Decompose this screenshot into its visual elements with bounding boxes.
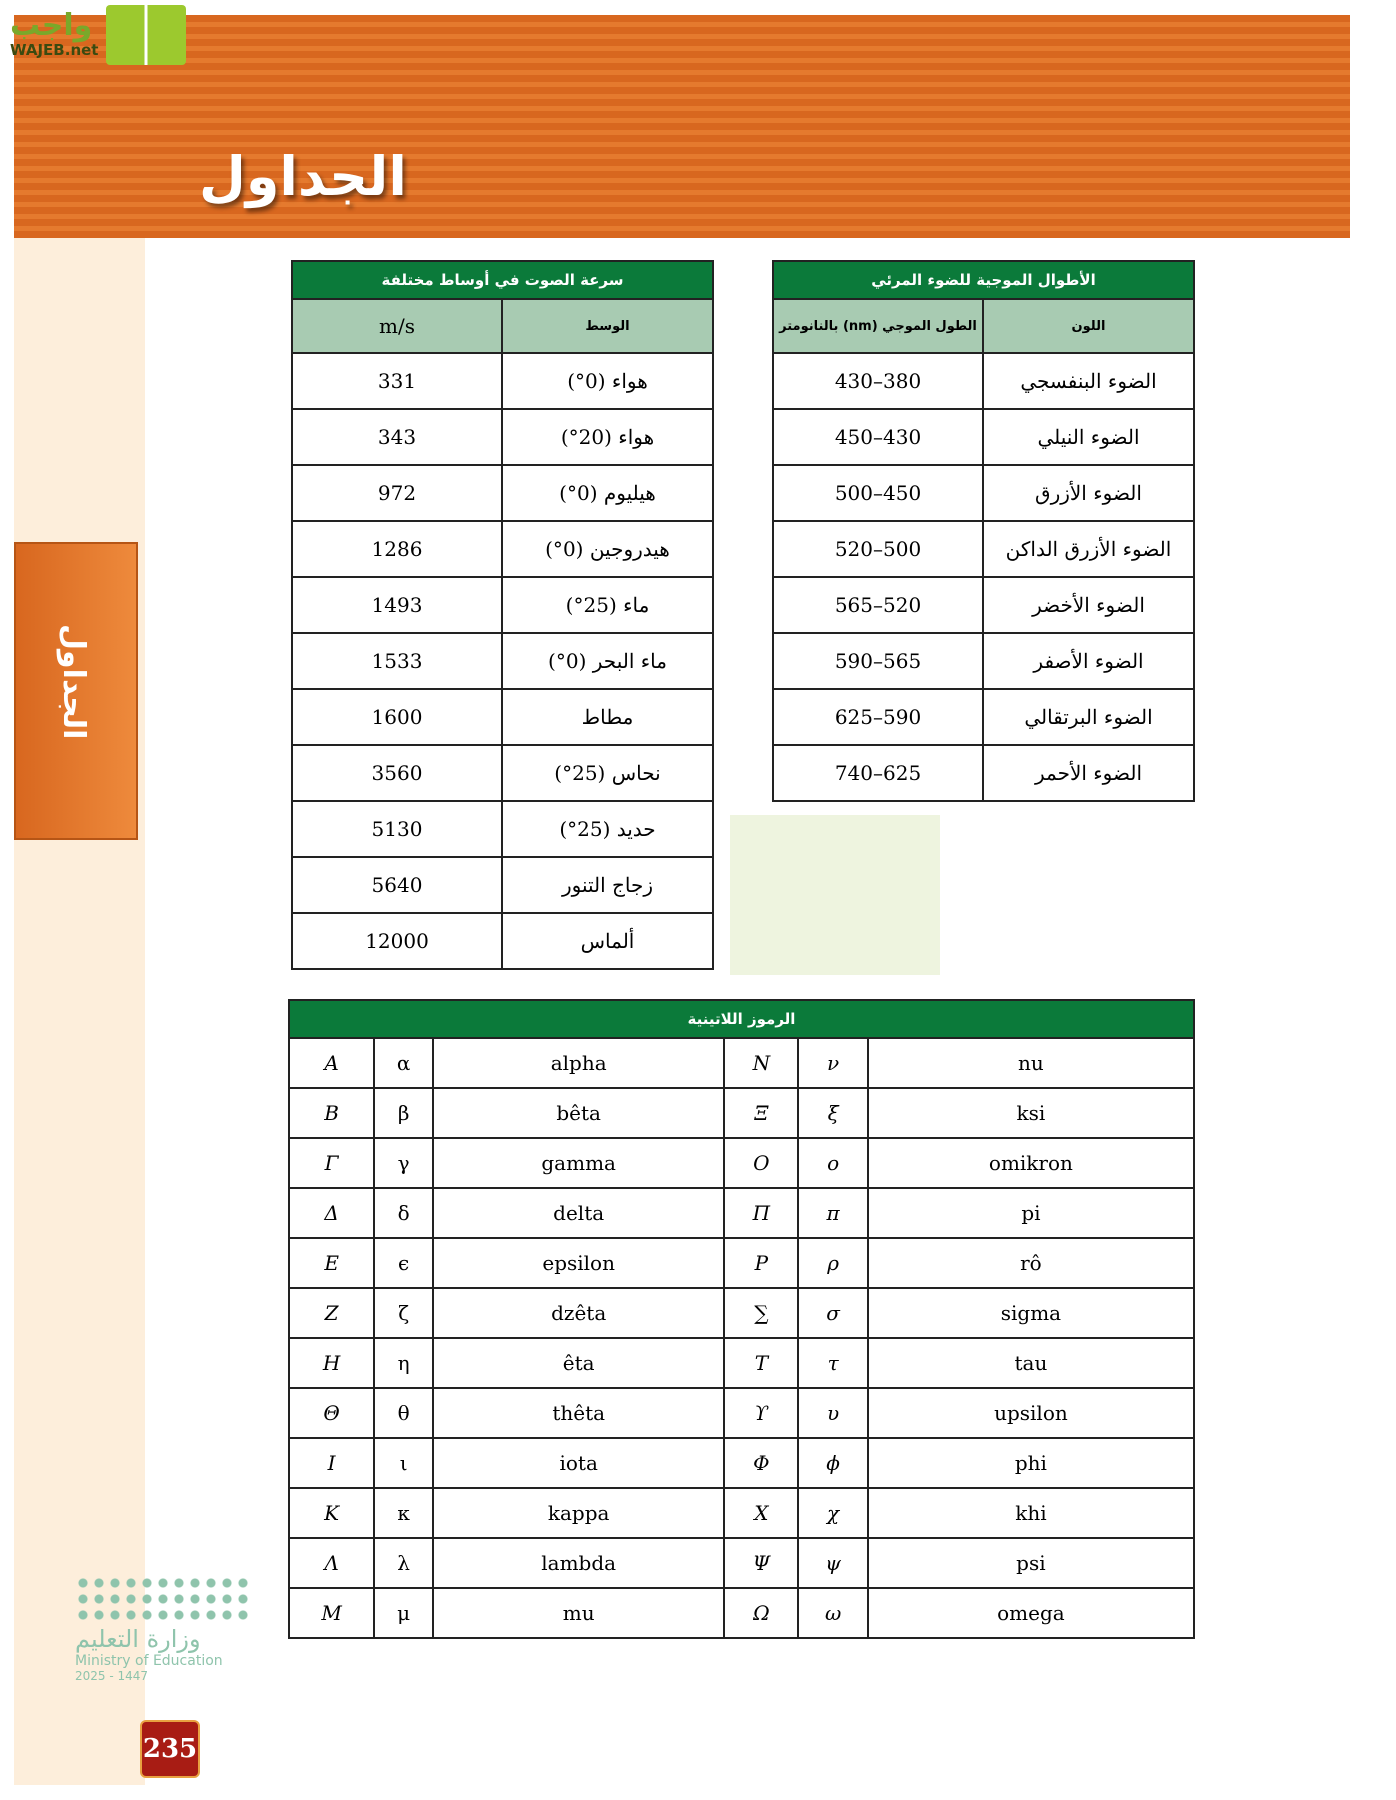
col-header: الوسط	[502, 299, 713, 353]
table-cell: θ	[374, 1388, 433, 1438]
table-cell: A	[289, 1038, 374, 1088]
table-cell: مطاط	[502, 689, 713, 745]
table-row	[773, 633, 1194, 689]
logo-en: WAJEB.net	[10, 41, 99, 59]
table-cell: 972	[292, 465, 502, 521]
table-cell: tau	[868, 1338, 1194, 1388]
ministry-logo	[75, 1575, 250, 1683]
table-cell: ρ	[798, 1238, 867, 1288]
table-cell: 3560	[292, 745, 502, 801]
table-cell: الضوء الأخضر	[983, 577, 1194, 633]
table-cell: Π	[724, 1188, 798, 1238]
table-cell: êta	[433, 1338, 724, 1388]
table-cell: κ	[374, 1488, 433, 1538]
table-row	[289, 1288, 1194, 1338]
table-row	[289, 1238, 1194, 1288]
table-cell: ϒ	[724, 1388, 798, 1438]
table-cell: λ	[374, 1538, 433, 1588]
table-cell: khi	[868, 1488, 1194, 1538]
table-row	[289, 1338, 1194, 1388]
table-cell: omega	[868, 1588, 1194, 1638]
table-row	[292, 633, 713, 689]
table-cell: 520–565	[773, 577, 983, 633]
light-wavelength-table	[772, 260, 1195, 802]
table-row	[773, 521, 1194, 577]
table-row	[292, 913, 713, 969]
table-cell: 625–740	[773, 745, 983, 801]
table-cell: ω	[798, 1588, 867, 1638]
table-title: الأطوال الموجية للضوء المرئي	[773, 261, 1194, 299]
table-cell: حديد (25°)	[502, 801, 713, 857]
table-row	[292, 577, 713, 633]
greek-symbols-table	[288, 999, 1195, 1639]
table-cell: omikron	[868, 1138, 1194, 1188]
table-cell: π	[798, 1188, 867, 1238]
table-cell: upsilon	[868, 1388, 1194, 1438]
year: 2025 - 1447	[75, 1669, 149, 1683]
table-cell: X	[724, 1488, 798, 1538]
table-row	[289, 1388, 1194, 1438]
table-cell: γ	[374, 1138, 433, 1188]
table-cell: M	[289, 1588, 374, 1638]
table-cell: ψ	[798, 1538, 867, 1588]
page-title: الجداول	[199, 145, 407, 208]
table-cell: nu	[868, 1038, 1194, 1088]
table-row	[289, 1038, 1194, 1088]
table-cell: 590–625	[773, 689, 983, 745]
table-row	[773, 465, 1194, 521]
table-cell: ϵ	[374, 1238, 433, 1288]
table-row	[289, 1138, 1194, 1188]
table-cell: α	[374, 1038, 433, 1088]
table-cell: الضوء الأزرق الداكن	[983, 521, 1194, 577]
table-cell: ζ	[374, 1288, 433, 1338]
ministry-ar: وزارة التعليم	[75, 1625, 201, 1653]
watermark-book-icon	[730, 815, 940, 975]
table-cell: ∑	[724, 1288, 798, 1338]
table-cell: Ξ	[724, 1088, 798, 1138]
table-cell: 565–590	[773, 633, 983, 689]
table-cell: N	[724, 1038, 798, 1088]
table-cell: pi	[868, 1188, 1194, 1238]
table-cell: الضوء الأصفر	[983, 633, 1194, 689]
table-cell: Z	[289, 1288, 374, 1338]
table-cell: الضوء النيلي	[983, 409, 1194, 465]
table-cell: K	[289, 1488, 374, 1538]
table-cell: delta	[433, 1188, 724, 1238]
table-cell: Λ	[289, 1538, 374, 1588]
table-cell: β	[374, 1088, 433, 1138]
table-cell: هواء (0°)	[502, 353, 713, 409]
side-strip	[14, 238, 145, 1785]
side-tab	[14, 542, 138, 840]
table-cell: B	[289, 1088, 374, 1138]
table-cell: thêta	[433, 1388, 724, 1438]
table-cell: iota	[433, 1438, 724, 1488]
table-cell: bêta	[433, 1088, 724, 1138]
table-cell: 5130	[292, 801, 502, 857]
table-cell: υ	[798, 1388, 867, 1438]
table-row	[292, 409, 713, 465]
table-cell: P	[724, 1238, 798, 1288]
table-cell: 1533	[292, 633, 502, 689]
table-cell: Γ	[289, 1138, 374, 1188]
table-title: الرموز اللاتينية	[289, 1000, 1194, 1038]
table-cell: 1286	[292, 521, 502, 577]
table-cell: ι	[374, 1438, 433, 1488]
table-row	[289, 1438, 1194, 1488]
table-cell: 450–500	[773, 465, 983, 521]
ministry-en: Ministry of Education	[75, 1653, 223, 1669]
table-cell: lambda	[433, 1538, 724, 1588]
table-cell: mu	[433, 1588, 724, 1638]
table-row	[292, 465, 713, 521]
ministry-dots-icon	[75, 1575, 250, 1625]
table-cell: ν	[798, 1038, 867, 1088]
table-cell: Ω	[724, 1588, 798, 1638]
table-cell: 5640	[292, 857, 502, 913]
table-cell: الضوء البنفسجي	[983, 353, 1194, 409]
table-row	[773, 409, 1194, 465]
table-cell: H	[289, 1338, 374, 1388]
col-header: اللون	[983, 299, 1194, 353]
table-cell: زجاج التنور	[502, 857, 713, 913]
table-cell: ألماس	[502, 913, 713, 969]
logo-ar: واجب	[10, 8, 93, 43]
table-cell: ksi	[868, 1088, 1194, 1138]
table-cell: 430–450	[773, 409, 983, 465]
side-tab-label: الجداول	[56, 624, 91, 740]
table-cell: E	[289, 1238, 374, 1288]
table-row	[289, 1088, 1194, 1138]
table-cell: الضوء الأزرق	[983, 465, 1194, 521]
table-cell: ماء البحر (0°)	[502, 633, 713, 689]
table-cell: 12000	[292, 913, 502, 969]
table-cell: Ψ	[724, 1538, 798, 1588]
table-cell: نحاس (25°)	[502, 745, 713, 801]
table-cell: sigma	[868, 1288, 1194, 1338]
table-cell: I	[289, 1438, 374, 1488]
table-cell: Θ	[289, 1388, 374, 1438]
table-cell: psi	[868, 1538, 1194, 1588]
table-row	[773, 689, 1194, 745]
table-cell: ξ	[798, 1088, 867, 1138]
table-cell: 380–430	[773, 353, 983, 409]
table-cell: phi	[868, 1438, 1194, 1488]
table-cell: الضوء البرتقالي	[983, 689, 1194, 745]
table-row	[289, 1588, 1194, 1638]
table-cell: T	[724, 1338, 798, 1388]
table-cell: O	[724, 1138, 798, 1188]
table-row	[289, 1188, 1194, 1238]
table-cell: هيدروجين (0°)	[502, 521, 713, 577]
table-cell: τ	[798, 1338, 867, 1388]
table-cell: ϕ	[798, 1438, 867, 1488]
table-cell: الضوء الأحمر	[983, 745, 1194, 801]
table-cell: 500–520	[773, 521, 983, 577]
table-cell: 331	[292, 353, 502, 409]
table-row	[292, 801, 713, 857]
table-cell: 1493	[292, 577, 502, 633]
sound-speed-table	[291, 260, 714, 970]
table-cell: ماء (25°)	[502, 577, 713, 633]
table-row	[289, 1538, 1194, 1588]
book-icon	[106, 5, 186, 65]
header-banner	[14, 15, 1350, 238]
table-row	[289, 1488, 1194, 1538]
table-cell: Δ	[289, 1188, 374, 1238]
table-cell: o	[798, 1138, 867, 1188]
col-header: الطول الموجي (nm) بالنانومتر	[773, 299, 983, 353]
col-header: m/s	[292, 299, 502, 353]
table-cell: alpha	[433, 1038, 724, 1088]
table-row	[292, 745, 713, 801]
table-cell: gamma	[433, 1138, 724, 1188]
table-row	[773, 577, 1194, 633]
table-cell: Φ	[724, 1438, 798, 1488]
table-row	[292, 353, 713, 409]
table-cell: σ	[798, 1288, 867, 1338]
table-cell: 343	[292, 409, 502, 465]
table-cell: 1600	[292, 689, 502, 745]
table-row	[773, 353, 1194, 409]
table-title: سرعة الصوت في أوساط مختلفة	[292, 261, 713, 299]
table-row	[292, 689, 713, 745]
table-cell: χ	[798, 1488, 867, 1538]
table-cell: η	[374, 1338, 433, 1388]
table-row	[292, 521, 713, 577]
table-cell: kappa	[433, 1488, 724, 1538]
table-cell: rô	[868, 1238, 1194, 1288]
table-row	[292, 857, 713, 913]
table-cell: هواء (20°)	[502, 409, 713, 465]
table-cell: هيليوم (0°)	[502, 465, 713, 521]
table-cell: μ	[374, 1588, 433, 1638]
table-cell: epsilon	[433, 1238, 724, 1288]
page-number: 235	[140, 1720, 200, 1778]
table-cell: δ	[374, 1188, 433, 1238]
table-cell: dzêta	[433, 1288, 724, 1338]
table-row	[773, 745, 1194, 801]
wajeb-logo[interactable]	[10, 5, 186, 65]
